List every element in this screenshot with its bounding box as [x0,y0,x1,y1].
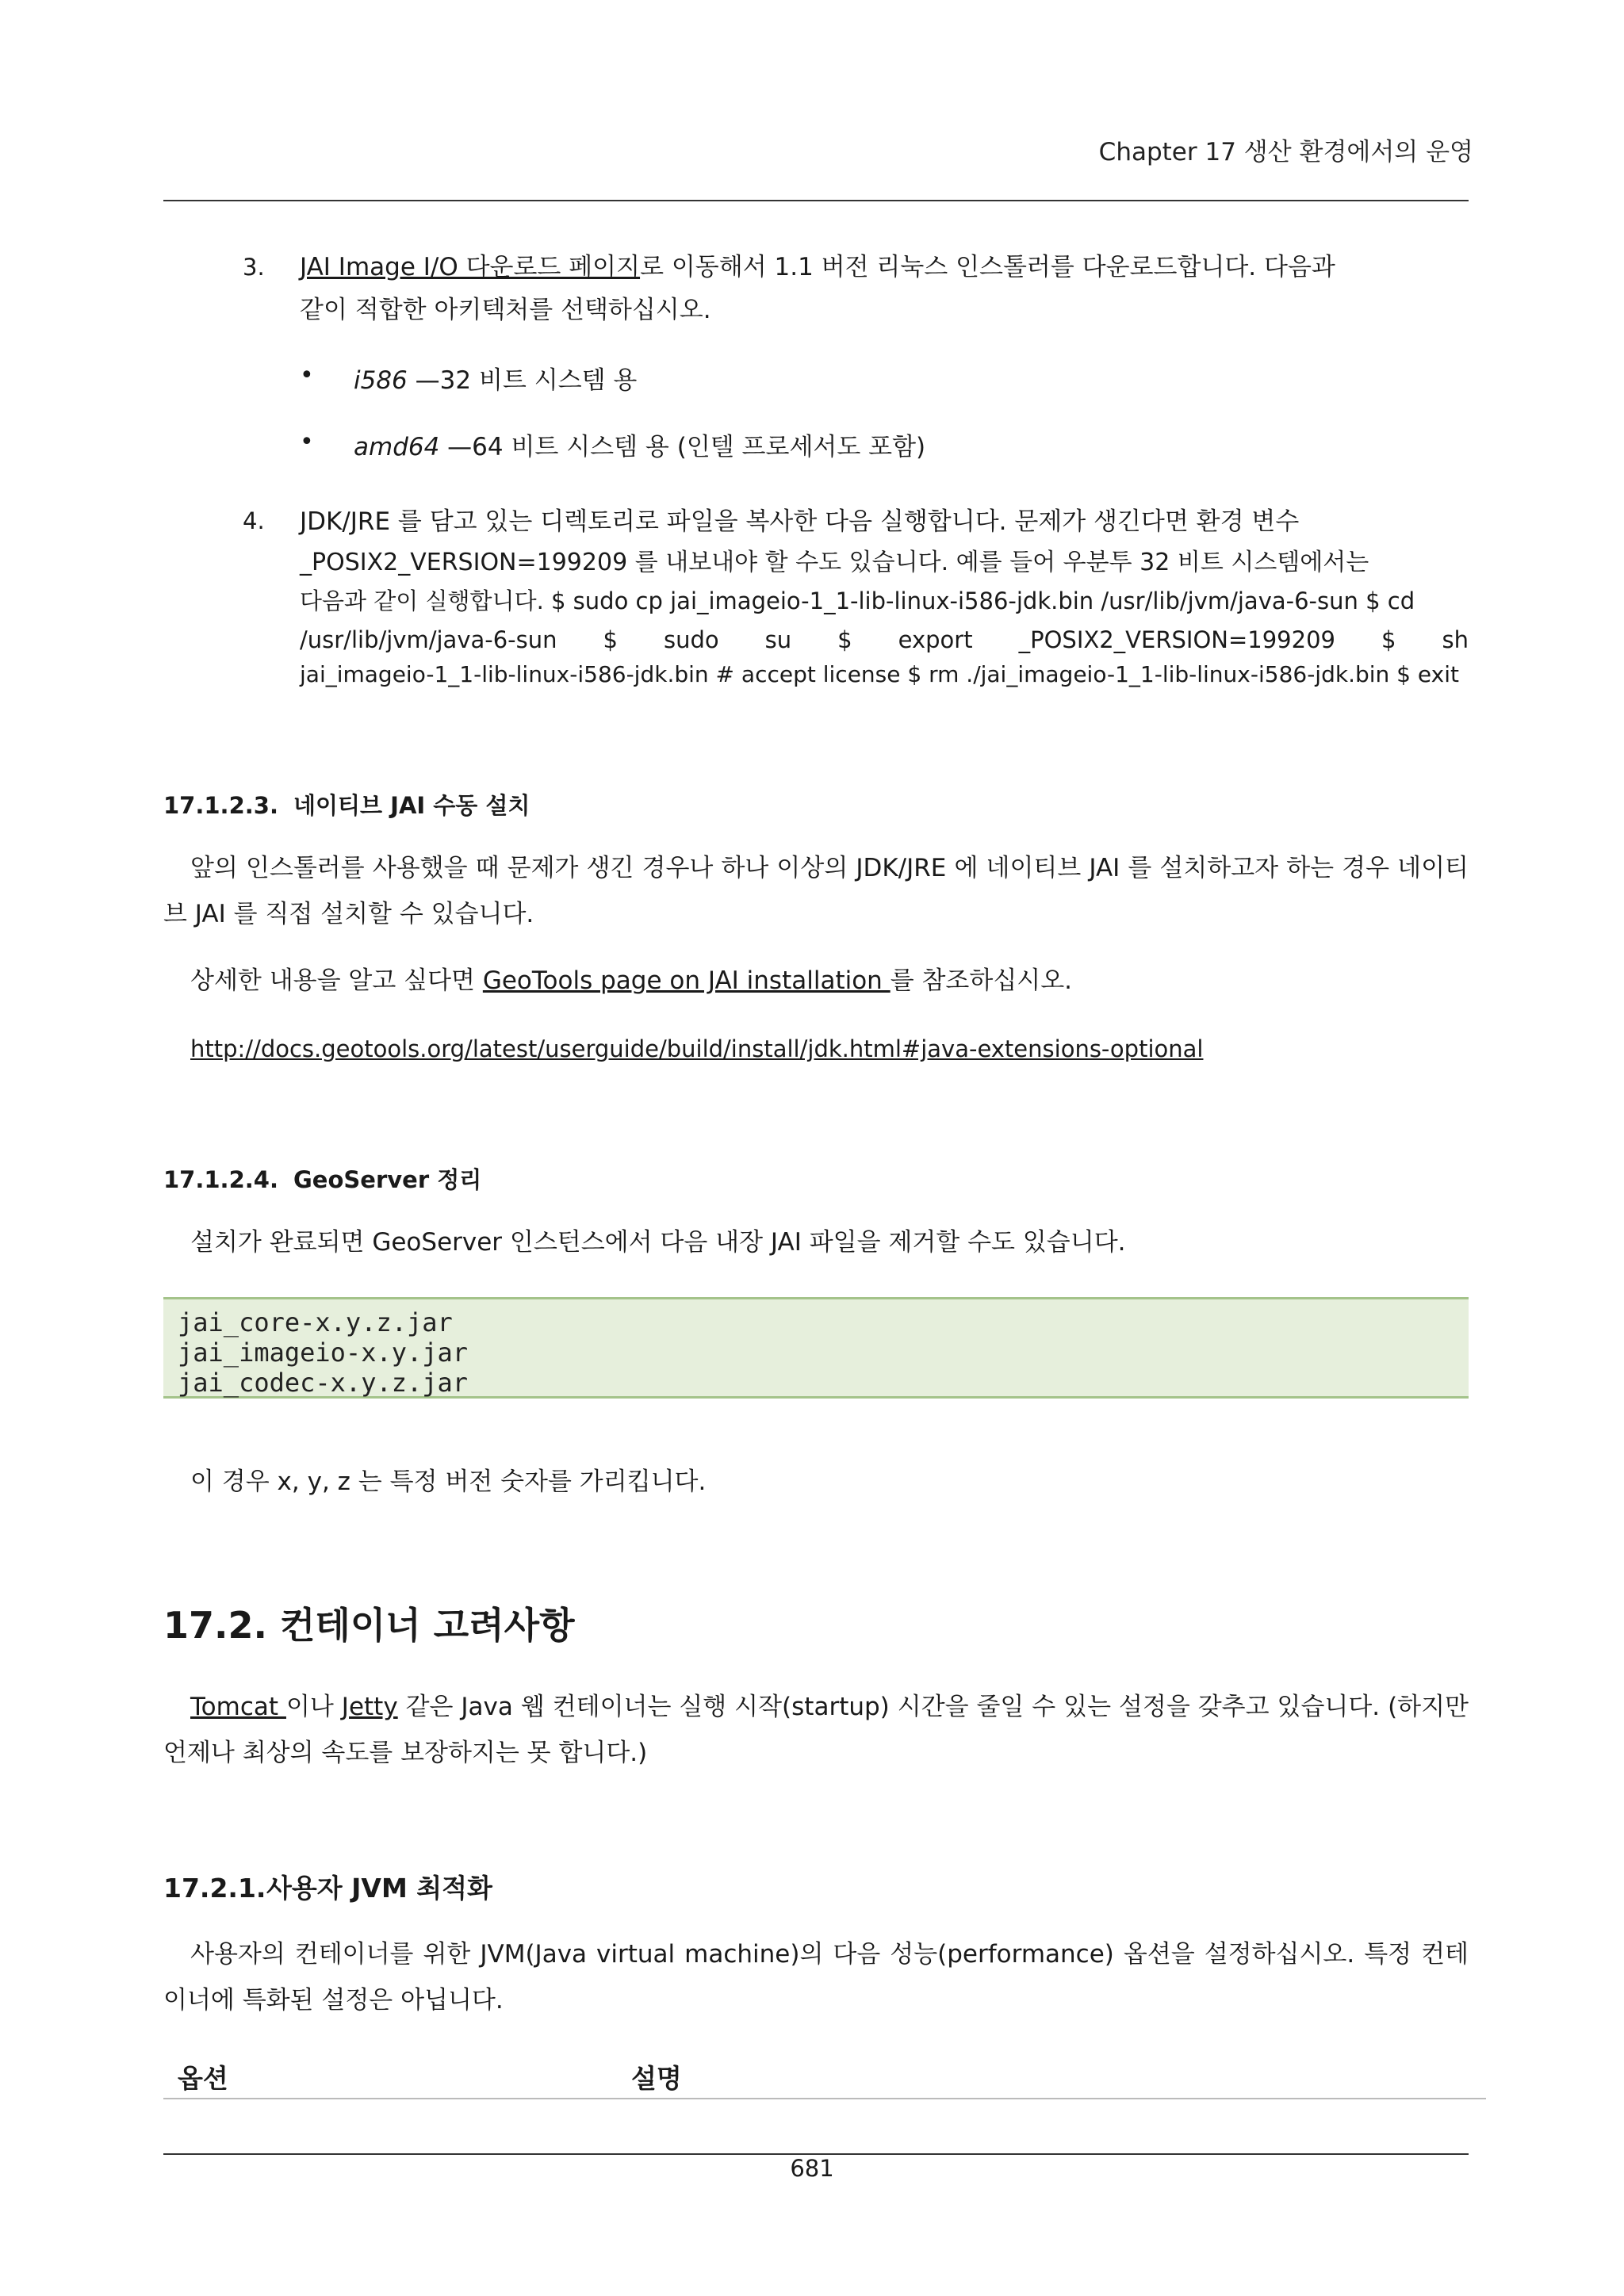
section-1723-paragraph: 앞의 인스톨러를 사용했을 때 문제가 생긴 경우나 하나 이상의 JDK/JRE 에 네이티브 JAI 를 설치하고자 하는 경우 네이티브 JAI 를 직접 설치할 수 있습니다. [163,854,1469,928]
step-4-line4 [300,626,1469,653]
bullet-term: i586 [354,366,408,395]
header-rule [163,200,1469,201]
section-heading-17-2-1 [163,1868,492,1905]
geotools-url-link[interactable]: http://docs.geotools.org/latest/userguide/build/install/jdk.html#java-extensions-optional [190,1035,1204,1062]
section-heading-17-1-2-4 [163,1162,481,1195]
geotools-jai-link[interactable]: GeoTools page on JAI installation [482,966,891,995]
section-heading-17-2 [163,1597,575,1649]
running-header: Chapter 17 생산 환경에서의 운영 [1098,138,1473,166]
bullet-marker: • [300,362,314,389]
cmd-token: sudo [663,626,719,653]
bullet-marker: • [300,428,314,456]
table-header-description: 설명 [631,2063,682,2094]
bullet-i586 [354,360,637,396]
step-3-text-rest: 로 이동해서 1.1 버전 리눅스 인스톨러를 다운로드합니다. 다음과 [640,253,1335,281]
cmd-token: $ [837,626,852,653]
section-number: 17.1.2.3. [163,792,278,819]
tomcat-link[interactable]: Tomcat [190,1693,286,1721]
section-number: 17.2.1. [163,1873,266,1904]
jai-download-link[interactable]: JAI Image I/O 다운로드 페이지 [300,253,641,281]
cmd-token: export [898,626,973,653]
table-header-option: 옵션 [178,2063,228,2094]
code-line: jai_imageio-x.y.jar [178,1337,469,1368]
section-heading-17-1-2-3 [163,788,530,821]
section-1723-reference [163,958,1469,1004]
bullet-amd64 [354,427,925,462]
page-number: 681 [790,2155,834,2182]
para-text: 이나 [285,1693,342,1721]
cmd-token: $ [1381,626,1396,653]
cmd-token: /usr/lib/jvm/java-6-sun [300,626,557,653]
section-title: GeoServer 정리 [293,1166,482,1193]
cmd-token: $ [603,626,618,653]
step-4-line3: 다음과 같이 실행합니다. $ sudo cp jai_imageio-1_1-lib-linux-i586-jdk.bin /usr/lib/jvm/java-6-sun $ cd [300,587,1415,614]
step-3-line2: 같이 적합한 아키텍처를 선택하십시오. [300,296,711,324]
table-header-rule [163,2098,1486,2099]
step-4-number: 4. [243,507,265,534]
section-172-paragraph [163,1684,1469,1776]
bullet-desc: —32 비트 시스템 용 [407,366,638,395]
section-title: 사용자 JVM 최적화 [266,1873,492,1904]
bullet-desc: —64 비트 시스템 용 (인텔 프로세서도 포함) [439,433,926,461]
step-3-number: 3. [243,254,265,281]
step-4-line2: _POSIX2_VERSION=199209 를 내보내야 할 수도 있습니다. 예를 들어 우분투 32 비트 시스템에서는 [300,549,1369,576]
section-title: 컨테이너 고려사항 [280,1604,575,1647]
jetty-link[interactable]: Jetty [341,1693,398,1721]
cmd-token: su [764,626,792,653]
section-number: 17.2. [163,1604,267,1647]
para-text: 같은 Java 웹 컨테이너는 실행 시작(startup) 시간을 줄일 수 있는 설정을 갖추고 있습니다. (하지만 언제나 최상의 속도를 보장하지는 못 합니다.) [163,1693,1469,1767]
section-title: 네이티브 JAI 수동 설치 [293,792,530,819]
code-line: jai_codec-x.y.z.jar [178,1368,469,1398]
bullet-term: amd64 [354,433,440,461]
version-note: 이 경우 x, y, z 는 특정 버전 숫자를 가리킵니다. [190,1468,707,1496]
code-line: jai_core-x.y.z.jar [178,1307,453,1337]
ref-text-before: 상세한 내용을 알고 싶다면 [190,966,483,995]
section-number: 17.1.2.4. [163,1166,278,1193]
cmd-token: _POSIX2_VERSION=199209 [1018,626,1335,653]
code-block [163,1297,1469,1399]
section-1724-paragraph: 설치가 완료되면 GeoServer 인스턴스에서 다음 내장 JAI 파일을 제거할 수도 있습니다. [190,1228,1126,1257]
cmd-token: sh [1442,626,1469,653]
section-1721-paragraph: 사용자의 컨테이너를 위한 JVM(Java virtual machine)의 다음 성능(performance) 옵션을 설정하십시오. 특정 컨테이너에 특화된 설정은 아닙니다. [163,1940,1469,2015]
ref-text-after: 를 참조하십시오. [890,966,1073,995]
step-3-text [300,246,1469,331]
step-4-line1: JDK/JRE 를 담고 있는 디렉토리로 파일을 복사한 다음 실행합니다. 문제가 생긴다면 환경 변수 [300,507,1300,536]
step-4-line5: jai_imageio-1_1-lib-linux-i586-jdk.bin # accept license $ rm ./jai_imageio-1_1-lib-linux-i586-jdk.bin $ exit [300,661,1459,687]
